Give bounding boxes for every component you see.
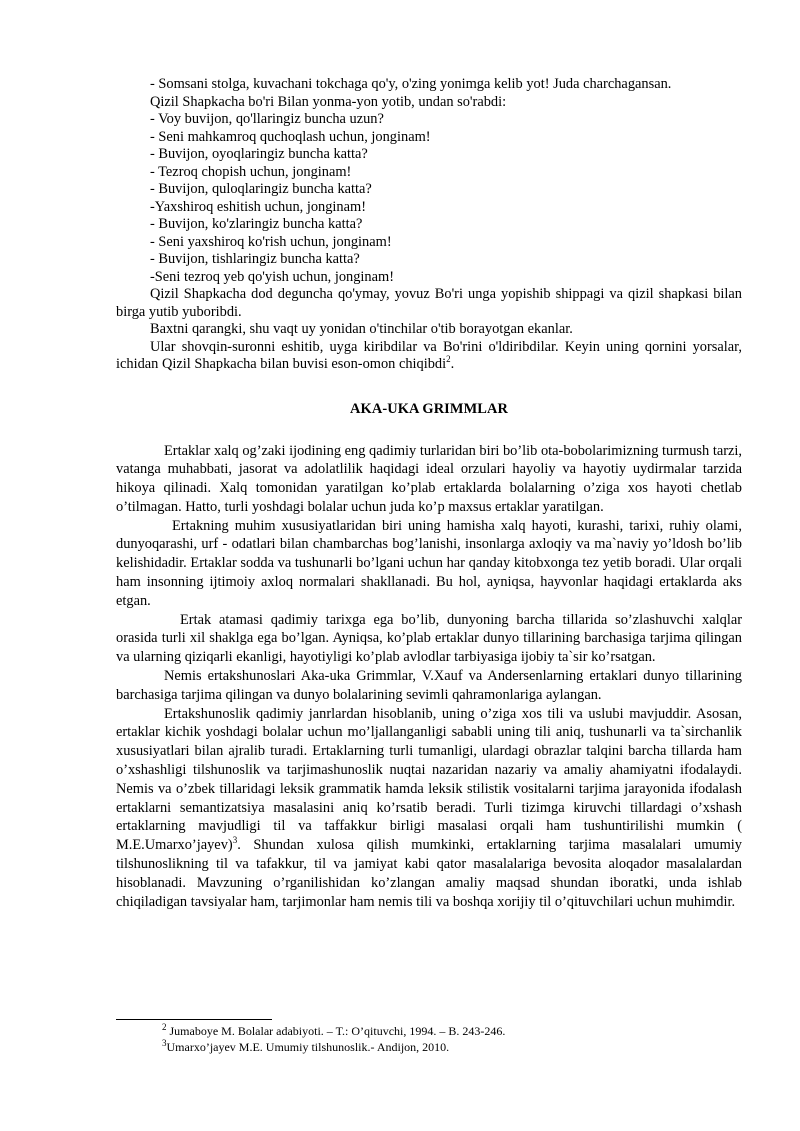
section-title: AKA-UKA GRIMMLAR: [350, 400, 508, 417]
dialogue-line: - Seni mahkamroq quchoqlash uchun, jonginam!: [150, 128, 431, 145]
dialogue-line: -Seni tezroq yeb qo'yish uchun, jonginam!: [150, 268, 394, 285]
ending-tail: .: [450, 356, 455, 372]
paragraph-4: Nemis ertakshunoslari Aka-uka Grimmlar, V.Xauf va Andersenlarning ertaklari dunyo tillarining barchasiga tarjima qilingan va dunyo bolalarining sevimli qahramonlariga aylangan.: [116, 668, 742, 703]
dialogue-line: - Buvijon, oyoqlaringiz buncha katta?: [150, 146, 368, 162]
footnote-ref-3[interactable]: 3: [232, 835, 238, 846]
footnote-2: [116, 1024, 742, 1040]
paragraph-ending: [116, 339, 742, 374]
paragraph-2: Ertakning muhim xususiyatlaridan biri uning hamisha xalq hayoti, kurashi, tarixi, ruhiy olami, dunyoqarashi, urf - odatlari bilan chambarchas bog’lanishi, insonlarga axloqiy va ma`naviy yo’ldosh bo’lib kelishidadir. Ertaklar sodda va tushunarli bo’lgani uchun har qanday kitobxonga tez yetib boradi. Ular orqali ham insonning ijtimoiy axloq normalari shakllanadi. Bu hol, ayniqsa, hayvonlar haqidagi ertaklarda aks etgan.: [116, 517, 742, 609]
paragraph-5-part-a: Ertakshunoslik qadimiy janrlardan hisoblanib, uning o’ziga xos tili va uslubi mavjuddir. Asosan, ertaklar kichik yoshdagi bolalar uchun mo’ljallanganligi sababli uning tili aniq, tushunarli va ta`sirchanlik xususiyatlari bilan ajralib turadi. Ertaklarning turli tumanligi, ulardagi obrazlar talqini barcha tillarda ham o’xshashligi tilshunoslik va tarjimashunoslik nuqtai nazaridan nazariy va amaliy ahamiyatni ifodalaydi. Nemis va o’zbek tillaridagi leksik grammatik hamda leksik stilistik vositalarni tarjima jarayonida ifodalash ertaklarni semantizatsiya masalasini aniq ko’rsatib beradi. Turli tizimga kiruvchi tillardagi o’xshash ertaklarning mavjudligi til va taffakkur birligi masalasi orqali ham tushuntirilishi mumkin ( M.E.Umarxo’jayev): [116, 705, 742, 854]
dialogue-line: Qizil Shapkacha bo'ri Bilan yonma-yon yotib, undan so'rabdi:: [150, 93, 507, 110]
paragraph-1: Ertaklar xalq og’zaki ijodining eng qadimiy turlaridan biri bo’lib ota-bobolarimizning turmush tarzi, vatanga muhabbati, jasorat va adolatlilik haqidagi ideal orzulari hayoliy va hayotiy uydirmalar tarzida hikoya qilinadi. Xalq tomonidan yaratilgan ko’plab ertaklarda bolalarning o’ziga xos hayoti chetlab o’tilmagan. Hatto, turli yoshdagi bolalar uchun juda ko’p maxsus ertaklar yaratilgan.: [116, 442, 742, 515]
footnote-2-mark: 2: [162, 1022, 167, 1032]
dialogue-line: - Buvijon, quloqlaringiz buncha katta?: [150, 181, 372, 197]
section-body: [116, 442, 742, 912]
paragraph-5: [116, 705, 742, 912]
footnotes: [116, 1019, 742, 1055]
paragraph-woodcutters: Baxtni qarangki, shu vaqt uy yonidan o'tinchilar o'tib borayotgan ekanlar.: [150, 321, 573, 337]
dialogue-line: -Yaxshiroq eshitish uchun, jonginam!: [150, 198, 366, 215]
footnote-ref-2[interactable]: 2: [446, 354, 451, 365]
footnote-3-text: Umarxo’jayev M.E. Umumiy tilshunoslik.- Andijon, 2010.: [166, 1039, 450, 1054]
footnote-3: [116, 1037, 742, 1056]
ending-text: Ular shovqin-suronni eshitib, uyga kiribdilar va Bo'rini o'ldiribdilar. Keyin uning qornini yorsalar, ichidan Qizil Shapkacha bilan buvisi eson-omon chiqibdi: [116, 338, 742, 372]
dialogue-block: [116, 76, 742, 286]
paragraph-5-part-b: . Shundan xulosa qilish mumkinki, ertaklarning tarjima masalalari umumiy tilshunoslikning til va tafakkur, til va jamiyat kabi qator masalalariga bevosita aloqador masalalardan hisoblanadi. Mavzuning o’rganilishidan ko’zlangan amaliy maqsad shundan iboratki, unda ishlab chiqiladigan tavsiyalar ham, tarjimonlar ham nemis tili va boshqa xorijiy til o’qituvchilari uchun muhimdir.: [116, 837, 742, 910]
dialogue-line: - Tezroq chopish uchun, jonginam!: [150, 163, 352, 180]
paragraph-wolf: Qizil Shapkacha dod deguncha qo'ymay, yovuz Bo'ri unga yopishib shippagi va qizil shapkasi bilan birga yutib yuboribdi.: [116, 286, 742, 320]
footnote-3-mark: 3: [162, 1037, 167, 1048]
story-excerpt: [116, 76, 742, 374]
paragraph-3: Ertak atamasi qadimiy tarixga ega bo’lib, dunyoning barcha tillarida so’zlashuvchi xalqlar orasida turli xil shaklga ega bo’lgan. Ayniqsa, ko’plab ertaklar dunyo tillarining barchasiga tarjima qilingan va ularning qiziqarli ekanligi, hayotiyligi ko’plab avlodlar tarbiyasiga ijobiy ta`sir ko’rsatgan.: [116, 611, 742, 666]
dialogue-line: - Buvijon, tishlaringiz buncha katta?: [150, 251, 360, 267]
footnote-2-text: Jumaboye M. Bolalar adabiyoti. – T.: O’qituvchi, 1994. – B. 243-246.: [166, 1024, 506, 1038]
dialogue-line: - Buvijon, ko'zlaringiz buncha katta?: [150, 216, 363, 232]
document-page: [116, 76, 742, 911]
footnote-divider: [116, 1019, 272, 1020]
dialogue-line: - Somsani stolga, kuvachani tokchaga qo'y, o'zing yonimga kelib yot! Juda charchagansan.: [150, 76, 672, 92]
dialogue-line: - Voy buvijon, qo'llaringiz buncha uzun?: [150, 111, 384, 127]
dialogue-line: - Seni yaxshiroq ko'rish uchun, jonginam!: [150, 233, 392, 250]
